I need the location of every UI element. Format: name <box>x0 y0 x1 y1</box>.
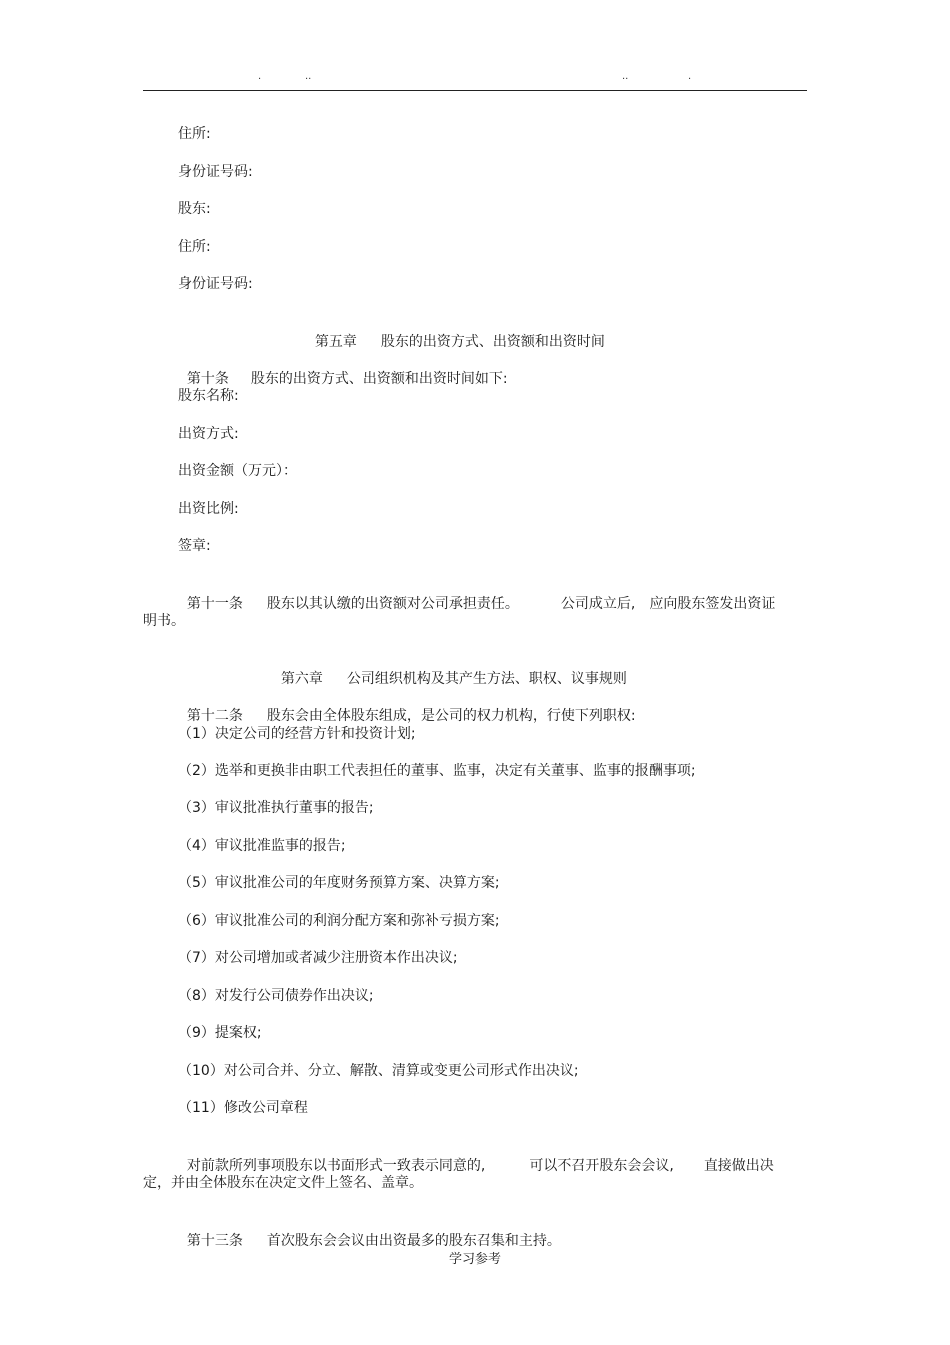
article-text: 股东会由全体股东组成，是公司的权力机构，行使下列职权: <box>266 708 636 724</box>
list-item: （2）选举和更换非由职工代表担任的董事、监事，决定有关董事、监事的报酬事项; <box>178 763 696 779</box>
header-dot: .. <box>622 71 629 82</box>
chapter-title: 公司组织机构及其产生方法、职权、议事规则 <box>346 671 627 687</box>
paragraph-text: 对前款所列事项股东以书面形式一致表示同意的, <box>186 1158 486 1174</box>
doc-line: 出资方式: <box>178 426 239 442</box>
doc-line: 股东名称: <box>178 388 239 404</box>
article-text: 应向股东签发出资证 <box>649 596 776 612</box>
doc-line: 定，并由全体股东在决定文件上签名、盖章。 <box>143 1175 423 1191</box>
article-line <box>178 349 508 389</box>
list-item: （9）提案权; <box>178 1025 262 1041</box>
header-dot: . <box>258 71 262 82</box>
article-text: 公司成立后, <box>560 596 636 612</box>
list-item: （3）审议批准执行董事的报告; <box>178 800 374 816</box>
article-line <box>178 1211 561 1251</box>
article-number: 第十一条 <box>186 596 243 612</box>
doc-line: 身份证号码: <box>178 164 253 180</box>
doc-line: 签章: <box>178 538 211 554</box>
article-number: 第十三条 <box>186 1233 243 1249</box>
list-item: （8）对发行公司债券作出决议; <box>178 988 374 1004</box>
article-text: 股东以其认缴的出资额对公司承担责任。 <box>266 596 519 612</box>
chapter-number: 第五章 <box>314 334 357 350</box>
list-item: （4）审议批准监事的报告; <box>178 838 346 854</box>
list-item: （10）对公司合并、分立、解散、清算或变更公司形式作出决议; <box>178 1063 579 1079</box>
list-item: （5）审议批准公司的年度财务预算方案、决算方案; <box>178 875 500 891</box>
article-text: 首次股东会会议由出资最多的股东召集和主持。 <box>266 1233 561 1249</box>
page-footer: 学习参考 <box>448 1252 501 1267</box>
chapter-heading <box>306 312 605 352</box>
chapter-heading <box>272 649 627 689</box>
article-line <box>178 574 775 614</box>
article-number: 第十二条 <box>186 708 243 724</box>
header-dot: . <box>688 71 692 82</box>
header-rule <box>143 90 807 91</box>
doc-line: 住所: <box>178 239 211 255</box>
list-item: （7）对公司增加或者减少注册资本作出决议; <box>178 950 458 966</box>
list-item: （6）审议批准公司的利润分配方案和弥补亏损方案; <box>178 913 500 929</box>
article-number: 第十条 <box>186 371 229 387</box>
doc-line: 出资比例: <box>178 501 239 517</box>
paragraph-text: 直接做出决 <box>703 1158 774 1174</box>
paragraph-line <box>178 1136 774 1176</box>
doc-line: 股东: <box>178 201 211 217</box>
article-line <box>178 686 636 726</box>
list-item: （11）修改公司章程 <box>178 1100 308 1116</box>
header-dot: .. <box>305 71 312 82</box>
doc-line: 出资金额（万元）： <box>178 463 297 479</box>
doc-line: 身份证号码: <box>178 276 253 292</box>
list-item: （1）决定公司的经营方针和投资计划; <box>178 726 416 742</box>
doc-line: 住所: <box>178 126 211 142</box>
doc-line: 明书。 <box>143 613 185 629</box>
paragraph-text: 可以不召开股东会会议, <box>529 1158 674 1174</box>
chapter-title: 股东的出资方式、出资额和出资时间 <box>380 334 605 350</box>
chapter-number: 第六章 <box>280 671 323 687</box>
article-text: 股东的出资方式、出资额和出资时间如下: <box>250 371 508 387</box>
